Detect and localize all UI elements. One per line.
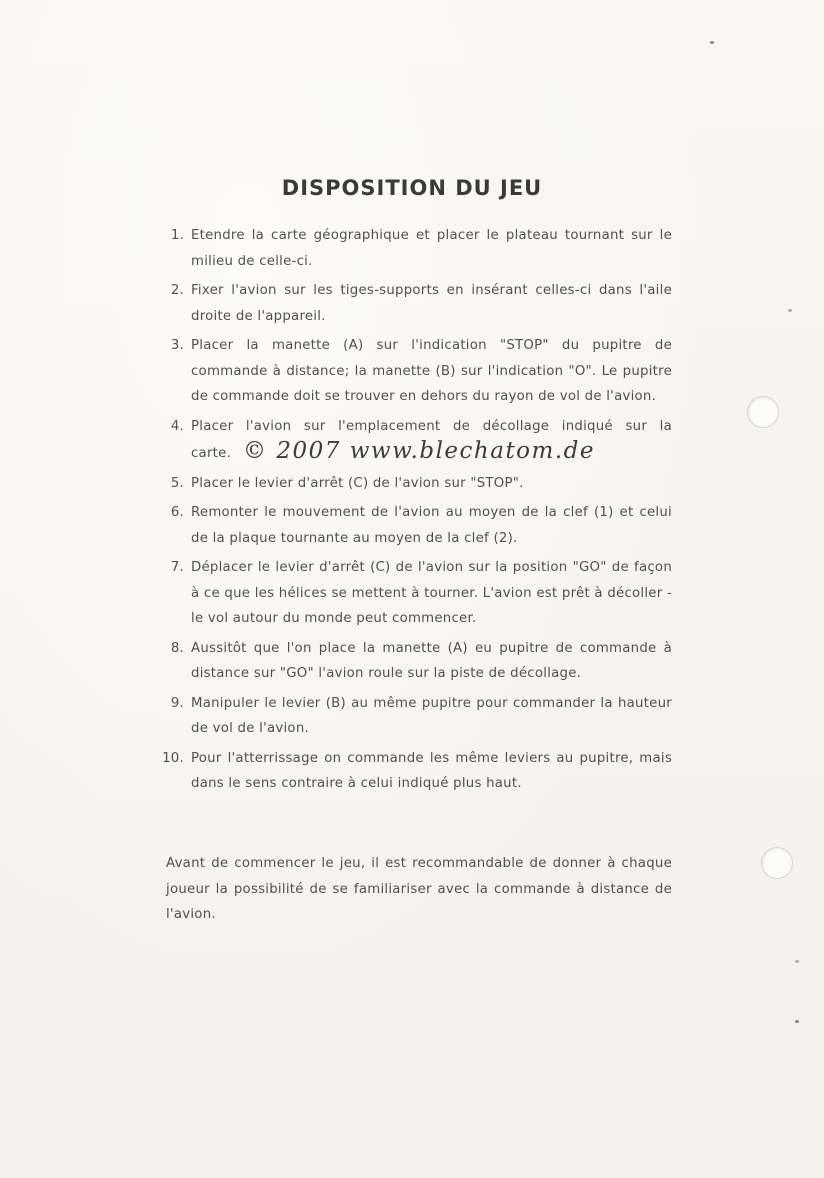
- item-text: Placer le levier d'arrêt (C) de l'avion sur "STOP".: [191, 475, 524, 491]
- item-number: 8.: [170, 640, 184, 656]
- list-item: [160, 333, 672, 410]
- copyright-watermark: © 2007 www.blechatom.de: [243, 438, 595, 464]
- list-item: [160, 555, 672, 632]
- paper-speck: [795, 1020, 799, 1023]
- item-text: Etendre la carte géographique et placer le plateau tournant sur le milieu de celle-ci.: [191, 228, 672, 269]
- instruction-list: [160, 223, 672, 801]
- paper-speck: [795, 960, 799, 963]
- item-text: Remonter le mouvement de l'avion au moyen de la clef (1) et celui de la plaque tournante au moyen de la clef (2).: [191, 505, 672, 546]
- paper-speck: [788, 309, 792, 312]
- item-text: Fixer l'avion sur les tiges-supports en insérant celles-ci dans l'aile droite de l'appareil.: [191, 283, 672, 324]
- punch-hole-lower: [761, 847, 793, 879]
- closing-paragraph: Avant de commencer le jeu, il est recommandable de donner à chaque joueur la possibilité de se familiariser avec la commande à distance de l'avion.: [166, 856, 672, 922]
- item-number: 1.: [170, 228, 184, 243]
- item-number: 3.: [170, 338, 184, 353]
- list-item: [160, 636, 672, 687]
- list-item: [160, 278, 672, 329]
- item-number: 6.: [170, 505, 184, 520]
- list-item: [160, 223, 672, 274]
- item-number: 7.: [170, 560, 184, 575]
- paper-speck: [710, 41, 714, 44]
- list-item: [160, 691, 672, 742]
- item-number: 4.: [170, 418, 184, 434]
- list-item: [160, 414, 672, 467]
- list-item: [160, 500, 672, 551]
- item-number: 10.: [162, 750, 184, 766]
- item-text: Aussitôt que l'on place la manette (A) eu pupitre de commande à distance sur "GO" l'avion roule sur la piste de décollage.: [191, 640, 672, 681]
- page-title: DISPOSITION DU JEU: [281, 176, 543, 200]
- item-number: 5.: [170, 475, 184, 491]
- list-item: [160, 471, 672, 497]
- item-text: Manipuler le levier (B) au même pupitre pour commander la hauteur de vol de l'avion.: [191, 695, 672, 736]
- item-text: Pour l'atterrissage on commande les même leviers au pupitre, mais dans le sens contraire à celui indiqué plus haut.: [191, 750, 672, 791]
- punch-hole-upper: [747, 396, 779, 428]
- item-number: 2.: [170, 283, 184, 298]
- list-item: [160, 746, 672, 797]
- item-number: 9.: [170, 695, 184, 711]
- item-text: Placer l'avion sur l'emplacement de décollage indiqué sur la carte.: [191, 418, 672, 461]
- item-text: Placer la manette (A) sur l'indication "STOP" du pupitre de commande à distance; la manette (B) sur l'indication "O". Le pupitre de commande doit se trouver en dehors du rayon de vol de l'avion.: [191, 338, 672, 404]
- item-text: Déplacer le levier d'arrêt (C) de l'avion sur la position "GO" de façon à ce que les hélices se mettent à tourner. L'avion est prêt à décoller - le vol autour du monde peut commencer.: [191, 560, 672, 626]
